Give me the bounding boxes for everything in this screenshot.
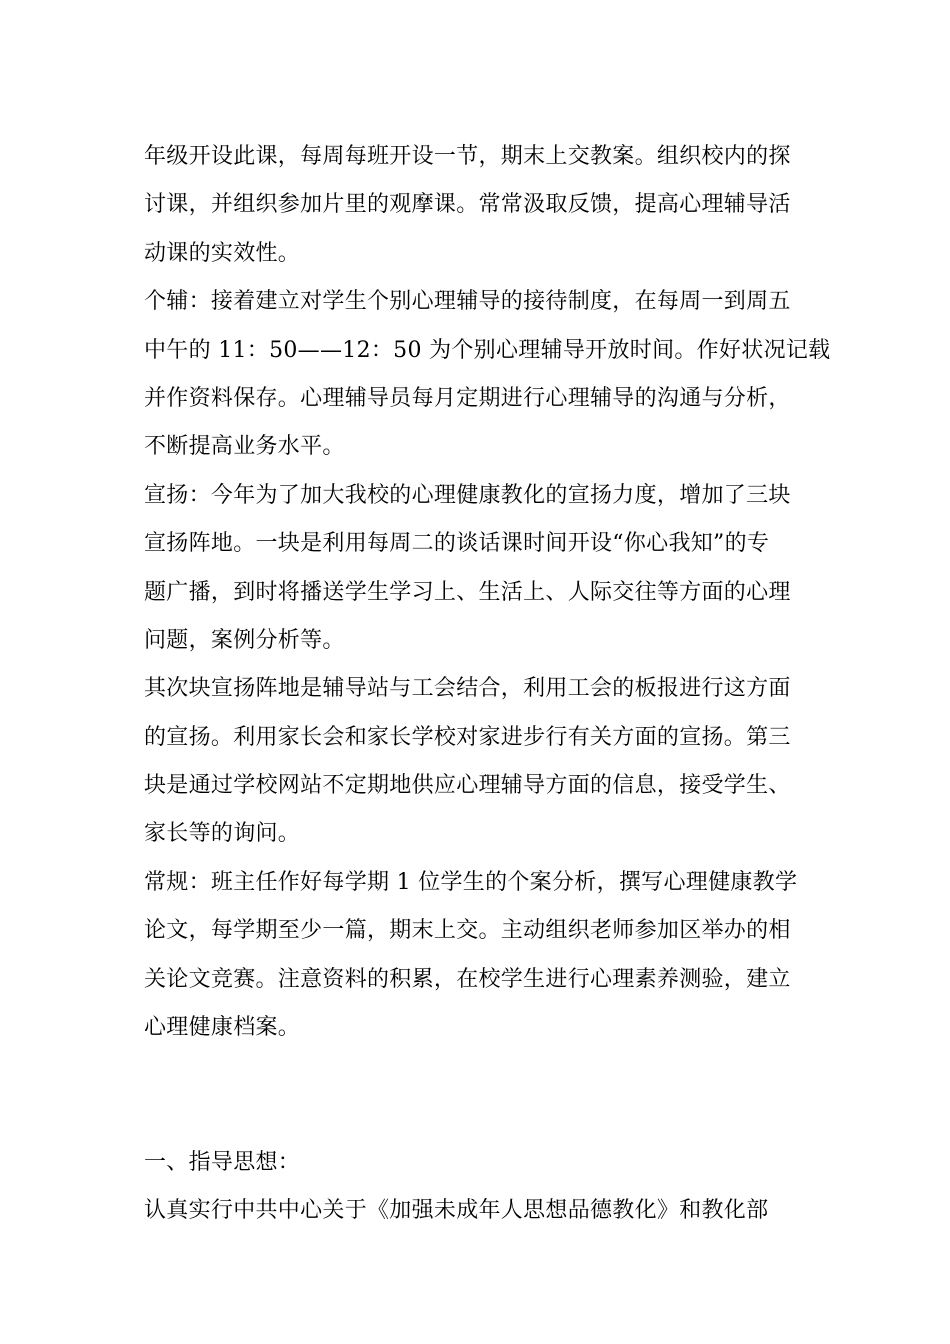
- text-line: 心理健康档案。: [144, 1015, 301, 1041]
- text-line: 中午的 11：50——12：50 为个别心理辅导开放时间。作好状况记载: [144, 337, 831, 363]
- text-line: 的宣扬。利用家长会和家长学校对家进步行有关方面的宣扬。第三: [144, 724, 791, 750]
- blank-line: [144, 1101, 810, 1139]
- text-line: 宣扬阵地。一块是利用每周二的谈话课时间开设“你心我知”的专: [144, 531, 770, 557]
- text-line: 讨课，并组织参加片里的观摩课。常常汲取反馈，提高心理辅导活: [144, 192, 791, 218]
- text-line: 常规：班主任作好每学期 1 位学生的个案分析，撰写心理健康教学: [144, 869, 798, 895]
- text-line: 年级开设此课，每周每班开设一节，期末上交教案。组织校内的探: [144, 144, 791, 169]
- text-line: 家长等的询问。: [144, 821, 301, 847]
- text-line: 认真实行中共中心关于《加强未成年人思想品德教化》和教化部: [144, 1198, 769, 1224]
- text-line: 不断提高业务水平。: [144, 434, 345, 460]
- text-line: 问题，案例分析等。: [144, 627, 345, 653]
- text-line: 块是通过学校网站不定期地供应心理辅导方面的信息，接受学生、: [144, 773, 791, 799]
- blank-line: [144, 1052, 810, 1100]
- text-line: 题广播，到时将播送学生学习上、生活上、人际交往等方面的心理: [144, 579, 791, 605]
- text-line: 动课的实效性。: [144, 240, 301, 266]
- document-body: [144, 133, 831, 1236]
- text-line: 其次块宣扬阵地是辅导站与工会结合，利用工会的板报进行这方面: [144, 676, 791, 702]
- text-line: 个辅：接着建立对学生个别心理辅导的接待制度，在每周一到周五: [144, 289, 791, 315]
- section-heading: 一、指导思想：: [144, 1149, 301, 1175]
- text-line: 并作资料保存。心理辅导员每月定期进行心理辅导的沟通与分析，: [144, 385, 791, 411]
- text-line: 论文，每学期至少一篇，期末上交。主动组织老师参加区举办的相: [144, 918, 791, 944]
- text-line: 关论文竞赛。注意资料的积累，在校学生进行心理素养测验，建立: [144, 966, 791, 992]
- text-line: 宣扬：今年为了加大我校的心理健康教化的宣扬力度，增加了三块: [144, 482, 791, 508]
